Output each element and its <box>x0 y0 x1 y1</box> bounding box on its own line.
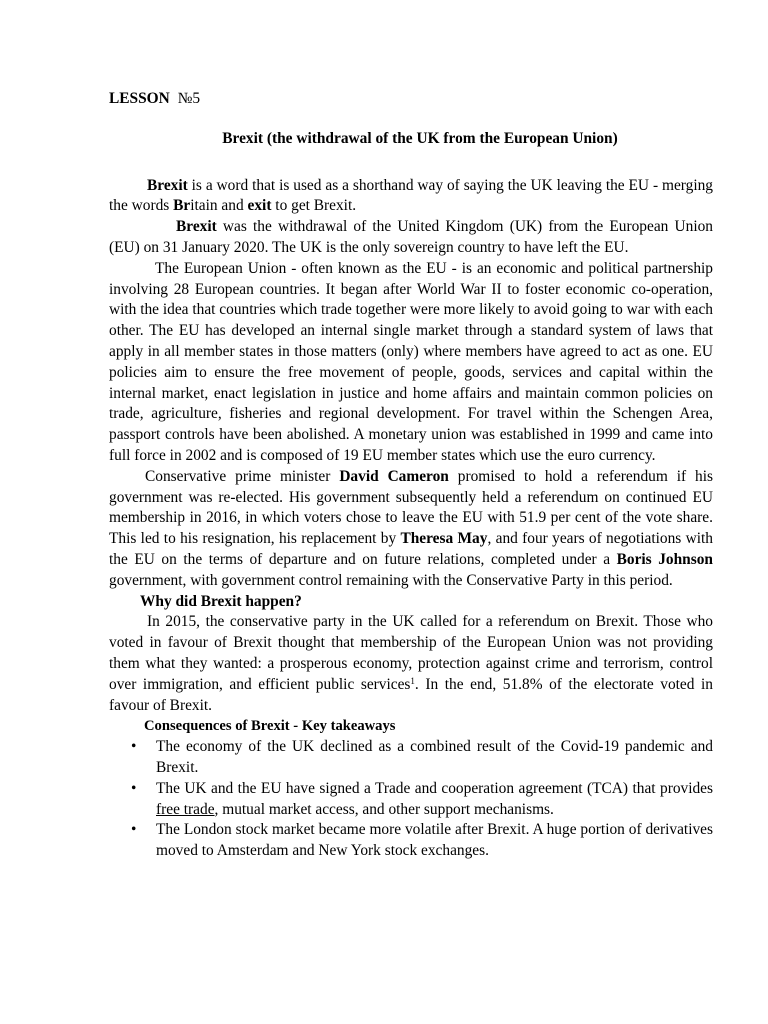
term-brexit: Brexit <box>176 218 217 236</box>
lesson-label: LESSON <box>109 90 170 107</box>
footnote-marker[interactable]: 1 <box>410 675 415 686</box>
paragraph-referendum-history <box>109 467 713 592</box>
paragraph-text: . In the end, 51.8% of the electorate voted in favour of Brexit. <box>109 675 713 714</box>
paragraph-why-brexit <box>109 612 713 716</box>
term-exit: exit <box>247 197 272 215</box>
paragraph-text: government, with government control remaining with the Conservative Party in this period. <box>109 571 673 589</box>
heading-consequences: Consequences of Brexit - Key takeaways <box>144 718 396 735</box>
term-br: Br <box>173 197 191 215</box>
heading-why-brexit: Why did Brexit happen? <box>140 592 302 610</box>
paragraph-text: Conservative prime minister <box>145 467 340 485</box>
bullet-icon: • <box>131 779 137 797</box>
list-item <box>109 820 713 862</box>
paragraph-brexit-withdrawal <box>109 217 713 259</box>
list-item-text: The economy of the UK declined as a combined result of the Covid-19 pandemic and Brexit. <box>156 738 713 776</box>
lesson-number: №5 <box>177 90 201 107</box>
bullet-icon: • <box>131 821 137 839</box>
document-page <box>109 89 713 862</box>
paragraph-text: itain and <box>190 197 248 215</box>
lesson-heading <box>109 89 713 110</box>
paragraph-text: , and four years of negotiations with the EU on the terms of departure and on future relations, completed under a <box>109 530 713 568</box>
paragraph-text: In 2015, the conservative party in the UK called for a referendum on Brexit. Those who voted in favour of Brexit thought that membership of the European Union was not providing them what they wanted: a prosperous economy, protection against crime and terrorism, control over immigration, and efficient public services <box>109 613 713 693</box>
name-david-cameron: David Cameron <box>339 467 449 485</box>
paragraph-text: to get Brexit. <box>271 197 357 215</box>
paragraph-brexit-definition <box>109 176 713 218</box>
paragraph-european-union: The European Union - often known as the EU - is an economic and political partnership involving 28 European countries. It began after World War II to foster economic co-operation, with the idea that countries which trade together were more likely to avoid going to war with each other. The EU has developed an internal single market through a standard system of laws that apply in all member states in those matters (only) where members have agreed to act as one. EU policies aim to ensure the free movement of people, goods, services and capital within the internal market, enact legislation in justice and home affairs and maintain common policies on trade, agriculture, fisheries and regional development. For travel within the Schengen Area, passport controls have been abolished. A monetary union was established in 1999 and came into full force in 2002 and is composed of 19 EU member states which use the euro currency. <box>109 259 713 464</box>
document-title: Brexit (the withdrawal of the UK from the European Union) <box>222 129 618 147</box>
paragraph-text: was the withdrawal of the United Kingdom (UK) from the European Union (EU) on 31 January 2020. The UK is the only sovereign country to have left the EU. <box>109 218 713 256</box>
paragraph-text: promised to hold a referendum if his government was re-elected. His government subsequently held a referendum on continued EU membership in 2016, in which voters chose to leave the EU with 51.9 per cent of the vote share. This led to his resignation, his replacement by <box>109 467 713 548</box>
list-item <box>109 779 713 821</box>
name-boris-johnson: Boris Johnson <box>616 550 713 568</box>
list-item-text: , mutual market access, and other support mechanisms. <box>214 800 554 818</box>
list-item <box>109 737 713 779</box>
list-item-text: The London stock market became more volatile after Brexit. A huge portion of derivatives moved to Amsterdam and New York stock exchanges. <box>156 821 713 860</box>
free-trade-link[interactable]: free trade <box>156 800 215 818</box>
bullet-icon: • <box>131 738 137 756</box>
paragraph-text: is a word that is used as a shorthand way of saying the UK leaving the EU - merging the words <box>109 176 713 215</box>
consequences-list <box>109 737 713 862</box>
list-item-text: The UK and the EU have signed a Trade and cooperation agreement (TCA) that provides <box>156 779 713 797</box>
name-theresa-may: Theresa May <box>400 530 488 548</box>
term-brexit: Brexit <box>147 176 188 194</box>
